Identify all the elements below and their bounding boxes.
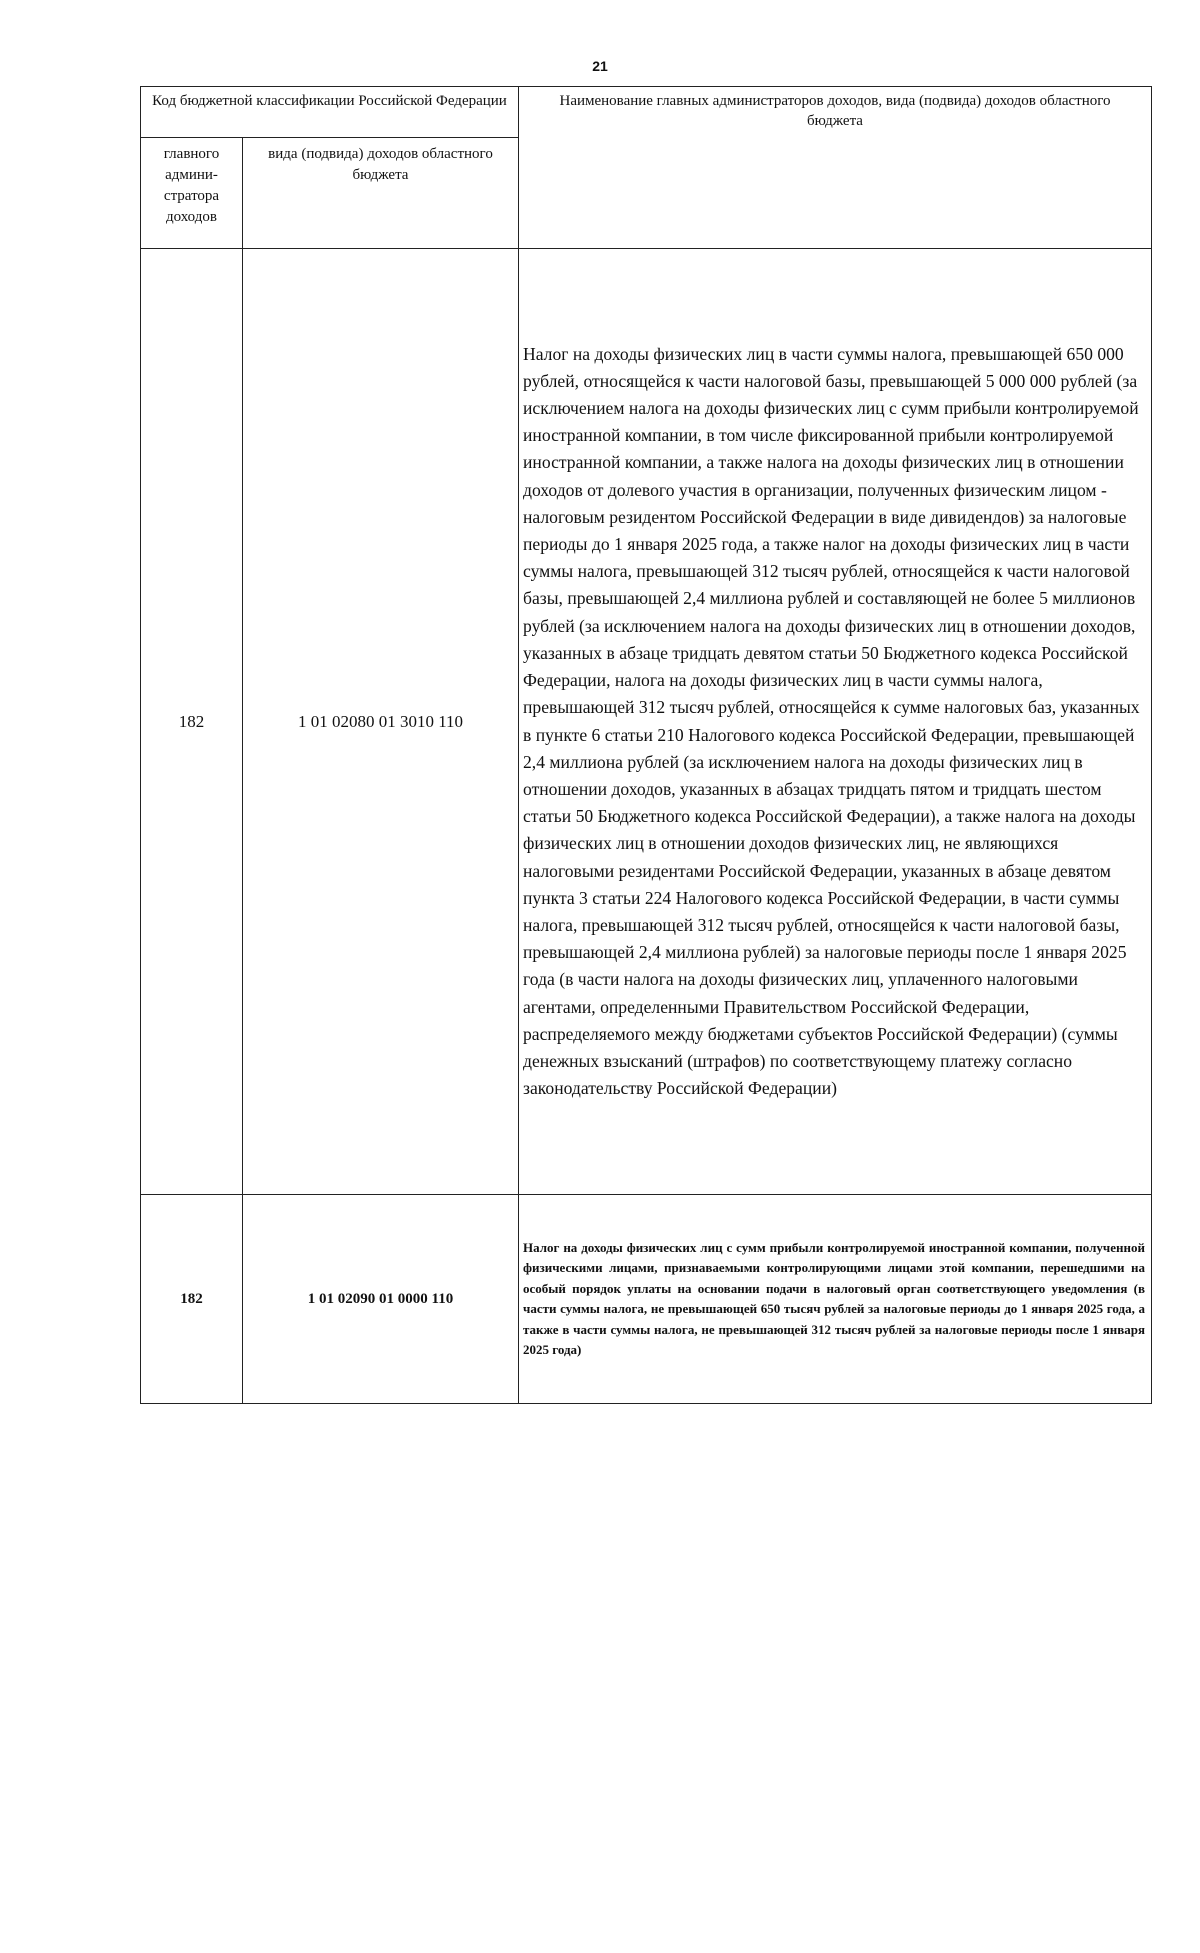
header-name-column: Наименование главных администраторов доходов, вида (подвида) доходов областного бюджета [519, 87, 1152, 249]
description-cell: Налог на доходы физических лиц в части суммы налога, превышающей 650 000 рублей, относящейся к части налоговой базы, превышающей 5 000 000 рублей (за исключением налога на доходы физических лиц с сумм прибыли контролируемой иностранной компании, в том числе фиксированной прибыли контролируемой иностранной компании, а также налога на доходы физических лиц в отношении доходов от долевого участия в организации, полученных физическим лицом - налоговым резидентом Российской Федерации в виде дивидендов) за налоговые периоды до 1 января 2025 года, а также налог на доходы физических лиц в части суммы налога, превышающей 312 тысяч рублей, относящейся к части налоговой базы, превышающей 2,4 миллиона рублей и составляющей не более 5 миллионов рублей (за исключением налога на доходы физических лиц в отношении доходов, указанных в абзаце тридцать девятом статьи 50 Бюджетного кодекса Российской Федерации, налога на доходы физических лиц в части суммы налога, превышающей 312 тысяч рублей, относящейся к сумме налоговых баз, указанных в пункте 6 статьи 210 Налогового кодекса Российской Федерации, превышающей 2,4 миллиона рублей (за исключением налога на доходы физических лиц в отношении доходов, указанных в абзацах тридцать пятом и тридцать шестом статьи 50 Бюджетного кодекса Российской Федерации), а также налога на доходы физических лиц в отношении доходов физических лиц, не являющихся налоговыми резидентами Российской Федерации, указанных в абзаце девятом пункта 3 статьи 224 Налогового кодекса Российской Федерации, в части суммы налога, превышающей 312 тысяч рублей, относящейся к части налоговой базы, превышающей 2,4 миллиона рублей) за налоговые периоды после 1 января 2025 года (в части налога на доходы физических лиц, уплаченного налоговыми агентами, определенными Правительством Российской Федерации, распределяемого между бюджетами субъектов Российской Федерации) (суммы денежных взысканий (штрафов) по соответствующему платежу согласно законодательству Российской Федерации) [519, 249, 1152, 1195]
page-number: 21 [592, 58, 608, 74]
admin-code-cell: 182 [141, 249, 243, 1195]
table-row [141, 249, 1152, 1195]
income-code-cell: 1 01 02080 01 3010 110 [243, 249, 519, 1195]
income-code-cell: 1 01 02090 01 0000 110 [243, 1195, 519, 1404]
table-header-row [141, 87, 1152, 138]
header-admin-column: главного админи-стратора доходов [141, 138, 243, 249]
income-codes-table [140, 86, 1152, 1404]
table-row [141, 1195, 1152, 1404]
header-code-group: Код бюджетной классификации Российской Федерации [141, 87, 519, 138]
admin-code-cell: 182 [141, 1195, 243, 1404]
description-cell: Налог на доходы физических лиц с сумм прибыли контролируемой иностранной компании, полученной физическими лицами, признаваемыми контролирующими лицами этой компании, перешедшими на особый порядок уплаты на основании подачи в налоговый орган соответствующего уведомления (в части суммы налога, не превышающей 650 тысяч рублей за налоговые периоды до 1 января 2025 года, а также в части суммы налога, не превышающей 312 тысяч рублей за налоговые периоды после 1 января 2025 года) [519, 1195, 1152, 1404]
header-type-column: вида (подвида) доходов областного бюджета [243, 138, 519, 249]
